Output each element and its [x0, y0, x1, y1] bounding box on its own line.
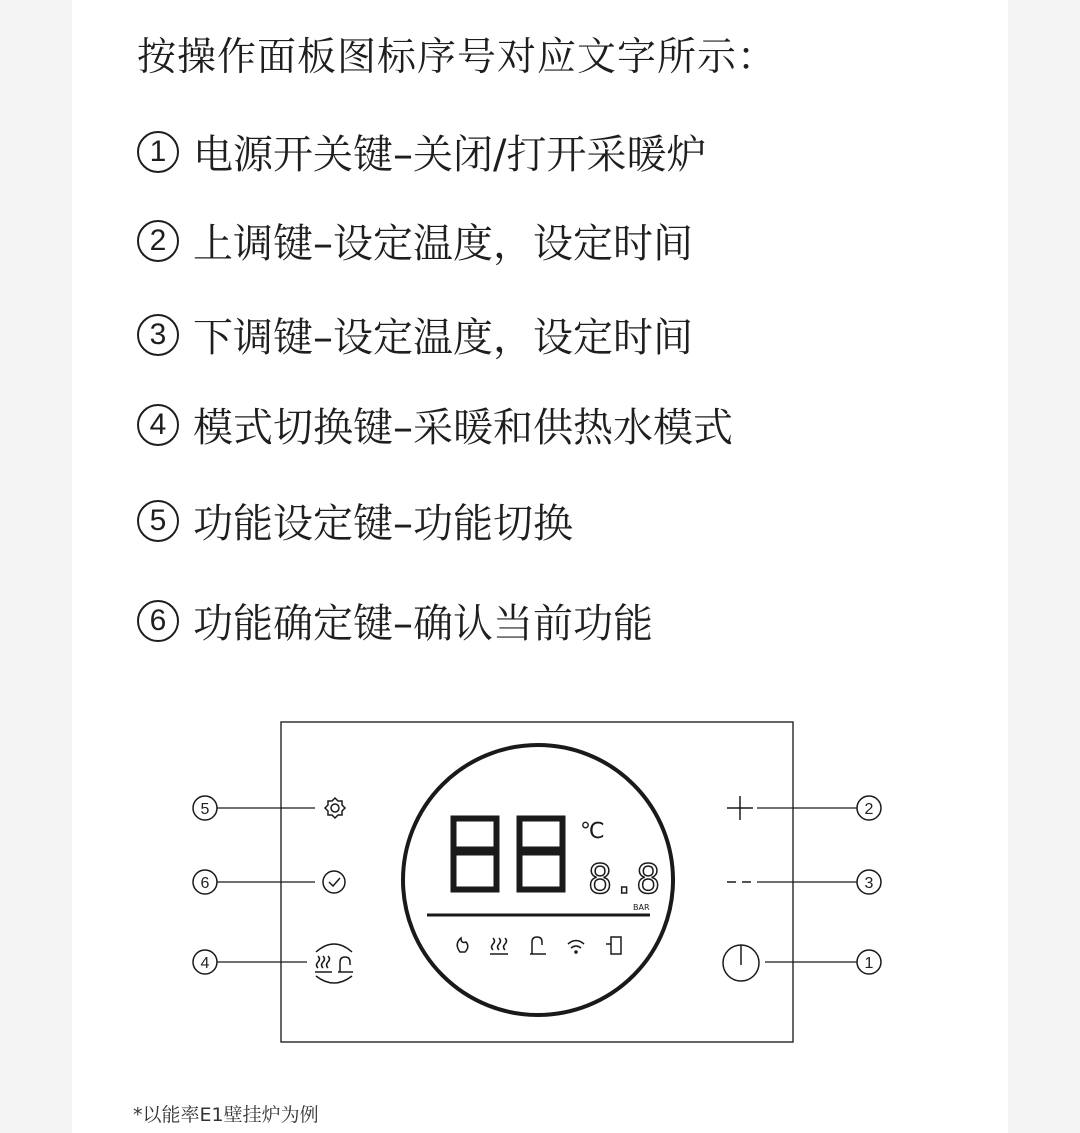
hot-water-tap-icon	[530, 937, 546, 954]
callout-label: 3	[864, 875, 874, 892]
pressure-unit: BAR	[633, 903, 650, 912]
legend-text: 上调键–设定温度，设定时间	[193, 221, 693, 267]
legend-number: 5	[137, 500, 179, 542]
legend-number: 2	[137, 220, 179, 262]
callout-label: 6	[200, 875, 210, 892]
callout-label: 2	[864, 801, 874, 818]
mode-switch-button[interactable]	[315, 944, 353, 983]
callout-label: 5	[200, 801, 210, 818]
pressure-value: 8.8	[588, 857, 661, 903]
page-title: 按操作面板图标序号对应文字所示：	[137, 35, 778, 80]
wifi-icon	[568, 941, 584, 954]
legend-text: 功能设定键–功能切换	[193, 501, 573, 547]
confirm-button[interactable]	[323, 871, 345, 893]
flame-icon	[457, 938, 468, 952]
callout-label: 1	[864, 955, 874, 972]
heating-icon	[490, 938, 508, 954]
legend-number: 3	[137, 314, 179, 356]
callout-label: 4	[200, 955, 210, 972]
seven-segment-digits	[452, 817, 564, 891]
legend-number: 6	[137, 600, 179, 642]
up-button[interactable]	[727, 796, 753, 820]
legend-text: 模式切换键–采暖和供热水模式	[193, 405, 733, 451]
legend-text: 功能确定键–确认当前功能	[193, 601, 653, 647]
legend-text: 下调键–设定温度，设定时间	[193, 315, 693, 361]
power-button[interactable]	[723, 945, 759, 981]
legend-number: 1	[137, 131, 179, 173]
legend-number: 4	[137, 404, 179, 446]
boiler-unit-icon	[606, 937, 621, 954]
legend-text: 电源开关键–关闭/打开采暖炉	[193, 132, 707, 178]
footnote: *以能率E1壁挂炉为例	[133, 1104, 319, 1126]
panel-frame	[281, 722, 793, 1042]
function-settings-button[interactable]	[325, 798, 345, 818]
temp-unit: ℃	[580, 819, 605, 844]
